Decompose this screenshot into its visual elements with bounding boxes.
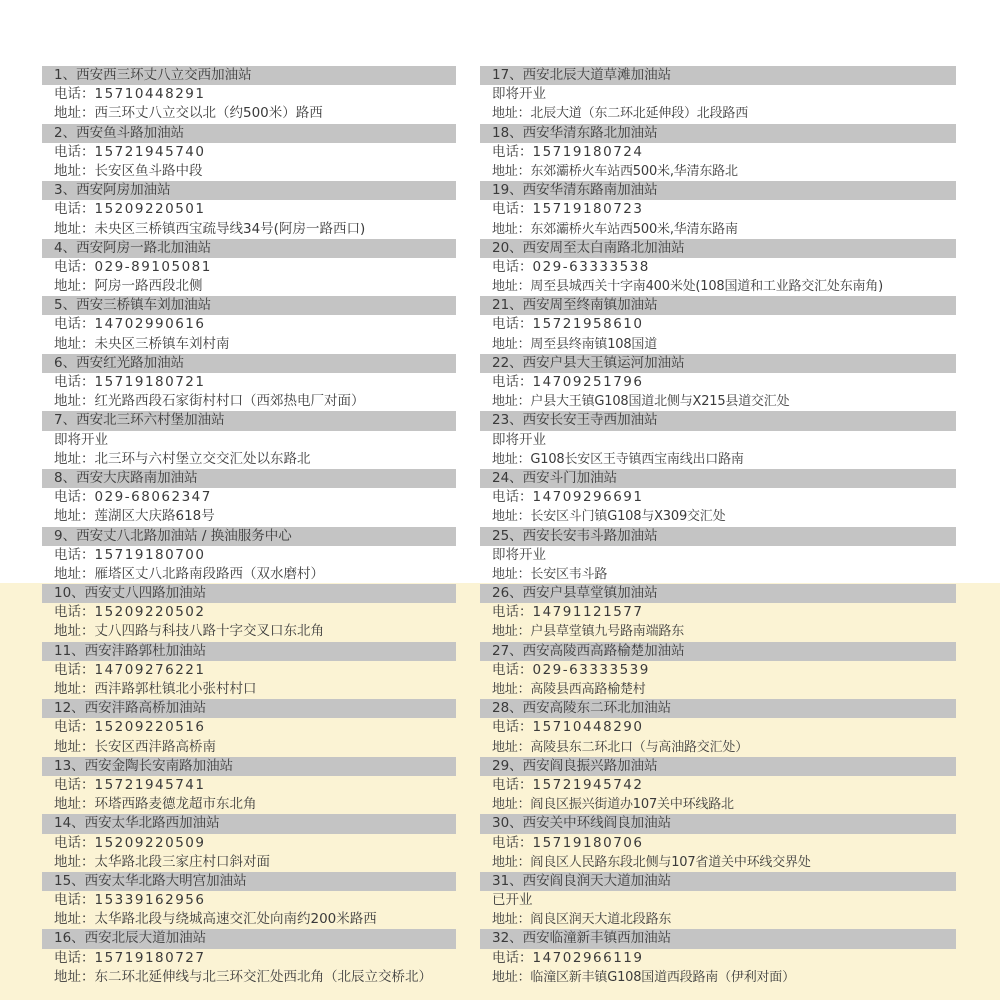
station-phone (42, 143, 456, 162)
station-title: 29、西安阎良振兴路加油站 (480, 757, 956, 776)
address-label: 地址： (54, 105, 95, 122)
station-phone (42, 834, 456, 853)
address-text: 高陵县东二环北口（与高油路交汇处） (530, 739, 749, 755)
address-text: 长安区鱼斗路中段 (94, 162, 203, 179)
station-address (480, 565, 956, 584)
station-entry (42, 296, 456, 354)
phone-number: 14709296691 (532, 489, 644, 506)
station-address (480, 392, 956, 411)
phone-number: 15209220509 (94, 834, 206, 851)
station-phone (42, 776, 456, 795)
station-title: 2、西安鱼斗路加油站 (42, 124, 456, 143)
station-entry (480, 411, 956, 469)
address-text: 未央区三桥镇西宝疏导线34号(阿房一路西口) (94, 220, 366, 237)
phone-number: 15209220516 (94, 719, 206, 736)
phone-number: 15721945742 (532, 776, 644, 793)
phone-label: 电话： (54, 374, 95, 390)
station-phone (480, 373, 956, 392)
address-label: 地址： (492, 854, 531, 870)
station-title: 4、西安阿房一路北加油站 (42, 239, 456, 258)
station-address (42, 162, 456, 181)
address-text: 未央区三桥镇车刘村南 (94, 335, 230, 352)
phone-number: 029-63333539 (532, 661, 650, 678)
station-entry (480, 181, 956, 239)
station-entry (480, 469, 956, 527)
address-text: 长安区韦斗路 (530, 566, 608, 582)
station-title: 9、西安丈八北路加油站 / 换油服务中心 (42, 527, 456, 546)
station-address (480, 622, 956, 641)
station-address (42, 795, 456, 814)
station-entry (480, 527, 956, 585)
station-phone (42, 85, 456, 104)
address-label: 地址： (54, 393, 95, 410)
station-phone (480, 200, 956, 219)
station-address (42, 738, 456, 757)
address-text: 北辰大道（东二环北延伸段）北段路西 (530, 106, 749, 122)
address-text: 长安区西沣路高桥南 (94, 738, 216, 755)
address-label: 地址： (492, 969, 531, 985)
phone-label: 电话： (54, 546, 95, 563)
address-text: 环塔西路麦德龙超市东北角 (94, 796, 257, 813)
station-address (480, 738, 956, 757)
phone-number: 15710448290 (532, 719, 644, 736)
station-title: 22、西安户县大王镇运河加油站 (480, 354, 956, 373)
station-entry (42, 66, 456, 124)
phone-label: 电话： (54, 201, 95, 218)
station-entry (480, 584, 956, 642)
station-status: 即将开业 (54, 431, 108, 448)
address-label: 地址： (54, 162, 95, 179)
station-title: 15、西安太华北路大明宫加油站 (42, 872, 456, 891)
station-address (42, 680, 456, 699)
address-text: 周至县终南镇108国道 (530, 336, 658, 352)
station-list-left (42, 66, 456, 987)
phone-label: 电话： (492, 604, 533, 621)
station-title: 31、西安阎良润天大道加油站 (480, 872, 956, 891)
phone-number: 15719180706 (532, 834, 644, 851)
station-title: 25、西安长安韦斗路加油站 (480, 527, 956, 546)
station-status: 即将开业 (492, 86, 546, 103)
station-title: 30、西安关中环线阎良加油站 (480, 814, 956, 833)
phone-label: 电话： (492, 949, 533, 966)
station-address (42, 335, 456, 354)
station-entry (42, 872, 456, 930)
station-address (42, 910, 456, 929)
phone-label: 电话： (54, 661, 95, 678)
station-title: 7、西安北三环六村堡加油站 (42, 411, 456, 430)
station-address (480, 162, 956, 181)
phone-label: 电话： (492, 143, 533, 160)
station-entry (480, 296, 956, 354)
address-label: 地址： (54, 220, 95, 237)
phone-number: 029-89105081 (94, 258, 212, 275)
station-title: 17、西安北辰大道草滩加油站 (480, 66, 956, 85)
station-title: 3、西安阿房加油站 (42, 181, 456, 200)
station-title: 26、西安户县草堂镇加油站 (480, 584, 956, 603)
station-entry (480, 699, 956, 757)
address-label: 地址： (492, 682, 531, 697)
station-entry (480, 872, 956, 930)
station-title: 27、西安高陵西高路榆楚加油站 (480, 642, 956, 661)
address-text: 阿房一路西段北侧 (94, 278, 203, 295)
address-text: 莲湖区大庆路618号 (94, 508, 215, 525)
station-title: 23、西安长安王寺西加油站 (480, 411, 956, 430)
station-phone (480, 949, 956, 968)
station-entry (42, 239, 456, 297)
station-entry (480, 66, 956, 124)
phone-label: 电话： (492, 201, 533, 218)
phone-label: 电话： (54, 258, 95, 275)
station-title: 21、西安周至终南镇加油站 (480, 296, 956, 315)
phone-label: 电话： (54, 719, 95, 736)
station-phone (42, 315, 456, 334)
station-phone (480, 315, 956, 334)
station-entry (42, 699, 456, 757)
station-entry (42, 929, 456, 987)
phone-number: 14709251796 (532, 374, 644, 390)
station-entry (42, 181, 456, 239)
phone-number: 029-63333538 (532, 258, 650, 275)
address-label: 地址： (54, 623, 95, 640)
station-entry (42, 469, 456, 527)
station-phone (480, 718, 956, 737)
station-phone (42, 258, 456, 277)
phone-number: 15209220502 (94, 604, 206, 621)
station-phone (42, 488, 456, 507)
phone-number: 15721958610 (532, 316, 644, 333)
address-label: 地址： (492, 912, 531, 928)
address-label: 地址： (54, 450, 95, 467)
address-text: 户县大王镇G108国道北侧与X215县道交汇处 (530, 394, 790, 410)
station-entry (42, 584, 456, 642)
phone-number: 14791121577 (532, 604, 644, 621)
station-phone (42, 661, 456, 680)
address-text: 阎良区人民路东段北侧与107省道关中环线交界处 (530, 854, 811, 870)
station-title: 32、西安临潼新丰镇西加油站 (480, 929, 956, 948)
station-entry (42, 124, 456, 182)
phone-label: 电话： (492, 316, 533, 333)
address-label: 地址： (54, 796, 95, 813)
station-phone (480, 258, 956, 277)
station-address (42, 392, 456, 411)
address-text: 丈八四路与科技八路十字交叉口东北角 (94, 623, 324, 640)
address-text: 东郊灞桥火车站西500米,华清东路南 (530, 221, 738, 237)
station-title: 5、西安三桥镇车刘加油站 (42, 296, 456, 315)
station-phone (480, 776, 956, 795)
station-address (480, 104, 956, 123)
station-address (480, 680, 956, 699)
station-title: 14、西安太华北路西加油站 (42, 814, 456, 833)
address-text: 东二环北延伸线与北三环交汇处西北角（北辰立交桥北） (94, 968, 432, 985)
station-phone (42, 603, 456, 622)
station-title: 1、西安西三环丈八立交西加油站 (42, 66, 456, 85)
address-label: 地址： (54, 853, 95, 870)
phone-number: 15719180724 (532, 143, 644, 160)
station-entry (42, 814, 456, 872)
address-label: 地址： (492, 163, 531, 179)
address-label: 地址： (492, 106, 531, 122)
phone-label: 电话： (54, 776, 95, 793)
station-title: 16、西安北辰大道加油站 (42, 929, 456, 948)
station-entry (42, 757, 456, 815)
station-status: 已开业 (492, 892, 533, 909)
address-label: 地址： (54, 335, 95, 352)
station-phone (42, 949, 456, 968)
phone-label: 电话： (54, 892, 95, 909)
station-entry (480, 929, 956, 987)
address-label: 地址： (54, 738, 95, 755)
phone-label: 电话： (54, 489, 95, 506)
phone-label: 电话： (492, 776, 533, 793)
station-address (480, 853, 956, 872)
station-phone (480, 834, 956, 853)
station-entry (480, 757, 956, 815)
station-address (42, 565, 456, 584)
station-title: 19、西安华清东路南加油站 (480, 181, 956, 200)
station-title: 11、西安沣路郭杜加油站 (42, 642, 456, 661)
station-address (480, 968, 956, 987)
station-entry (480, 642, 956, 700)
address-label: 地址： (54, 508, 95, 525)
station-address (42, 220, 456, 239)
station-address (42, 622, 456, 641)
station-title: 10、西安丈八四路加油站 (42, 584, 456, 603)
station-address (480, 450, 956, 469)
station-title: 8、西安大庆路南加油站 (42, 469, 456, 488)
station-phone (480, 488, 956, 507)
phone-label: 电话： (492, 258, 533, 275)
phone-label: 电话： (54, 949, 95, 966)
address-label: 地址： (492, 624, 531, 640)
address-label: 地址： (492, 221, 531, 237)
phone-number: 15719180723 (532, 201, 644, 218)
address-label: 地址： (54, 911, 95, 928)
phone-number: 15710448291 (94, 86, 206, 103)
station-address (42, 507, 456, 526)
address-text: 临潼区新丰镇G108国道西段路南（伊利对面） (530, 969, 795, 985)
phone-number: 15719180721 (94, 374, 206, 390)
address-label: 地址： (492, 336, 531, 352)
phone-label: 电话： (54, 143, 95, 160)
station-entry (42, 642, 456, 700)
address-text: 北三环与六村堡立交交汇处以东路北 (94, 450, 311, 467)
phone-label: 电话： (54, 604, 95, 621)
address-label: 地址： (492, 739, 531, 755)
phone-label: 电话： (492, 489, 533, 506)
station-address (480, 507, 956, 526)
station-status: 即将开业 (492, 546, 546, 563)
station-title: 13、西安金陶长安南路加油站 (42, 757, 456, 776)
station-title: 18、西安华清东路北加油站 (480, 124, 956, 143)
address-label: 地址： (492, 509, 531, 525)
phone-number: 15719180700 (94, 546, 206, 563)
station-title: 20、西安周至太白南路北加油站 (480, 239, 956, 258)
station-entry (42, 527, 456, 585)
address-label: 地址： (492, 394, 531, 410)
station-entry (42, 411, 456, 469)
station-list-right (480, 66, 956, 987)
station-address (480, 335, 956, 354)
phone-number: 14702990616 (94, 316, 206, 333)
station-entry (480, 814, 956, 872)
phone-label: 电话： (492, 719, 533, 736)
address-label: 地址： (492, 451, 531, 467)
station-address (480, 277, 956, 296)
station-address (42, 450, 456, 469)
address-label: 地址： (54, 968, 95, 985)
address-text: 东郊灞桥火车站西500米,华清东路北 (530, 163, 738, 179)
phone-number: 14702966119 (532, 949, 644, 966)
phone-number: 15209220501 (94, 201, 206, 218)
station-address (42, 853, 456, 872)
station-address (480, 795, 956, 814)
station-entry (480, 124, 956, 182)
address-text: 阎良区润天大道北段路东 (530, 912, 672, 928)
station-title: 24、西安斗门加油站 (480, 469, 956, 488)
phone-label: 电话： (54, 316, 95, 333)
station-address (42, 968, 456, 987)
address-text: 阎良区振兴街道办107关中环线路北 (530, 797, 734, 813)
address-text: G108长安区王寺镇西宝南线出口路南 (530, 451, 744, 467)
address-text: 周至县城西关十字南400米处(108国道和工业路交汇处东南角) (530, 279, 883, 295)
phone-number: 14709276221 (94, 661, 206, 678)
station-title: 6、西安红光路加油站 (42, 354, 456, 373)
station-address (42, 277, 456, 296)
station-phone (42, 891, 456, 910)
station-entry (42, 354, 456, 412)
phone-label: 电话： (492, 374, 533, 390)
address-text: 雁塔区丈八北路南段路西（双水磨村） (94, 565, 324, 582)
station-address (480, 910, 956, 929)
station-phone (480, 143, 956, 162)
station-title: 28、西安高陵东二环北加油站 (480, 699, 956, 718)
address-text: 西沣路郭杜镇北小张村村口 (94, 681, 257, 697)
address-label: 地址： (54, 681, 95, 697)
phone-label: 电话： (492, 661, 533, 678)
phone-label: 电话： (54, 834, 95, 851)
station-address (480, 220, 956, 239)
address-text: 高陵县西高路榆楚村 (530, 682, 646, 697)
address-text: 西三环丈八立交以北（约500米）路西 (94, 105, 323, 122)
address-label: 地址： (492, 279, 531, 295)
station-phone (42, 546, 456, 565)
station-phone (480, 661, 956, 680)
address-text: 长安区斗门镇G108与X309交汇处 (530, 509, 726, 525)
address-label: 地址： (54, 278, 95, 295)
station-phone (480, 603, 956, 622)
phone-label: 电话： (492, 834, 533, 851)
station-phone (42, 373, 456, 392)
phone-number: 15721945741 (94, 776, 206, 793)
station-entry (480, 354, 956, 412)
station-entry (480, 239, 956, 297)
address-label: 地址： (54, 565, 95, 582)
phone-label: 电话： (54, 86, 95, 103)
station-address (42, 104, 456, 123)
phone-number: 15719180727 (94, 949, 206, 966)
address-label: 地址： (492, 566, 531, 582)
station-title: 12、西安沣路高桥加油站 (42, 699, 456, 718)
address-label: 地址： (492, 797, 531, 813)
phone-number: 15721945740 (94, 143, 206, 160)
station-phone (42, 718, 456, 737)
station-status: 即将开业 (492, 431, 546, 448)
address-text: 太华路北段三家庄村口斜对面 (94, 853, 270, 870)
phone-number: 029-68062347 (94, 489, 212, 506)
address-text: 红光路西段石家街村村口（西郊热电厂对面） (94, 393, 365, 410)
address-text: 太华路北段与绕城高速交汇处向南约200米路西 (94, 911, 377, 928)
address-text: 户县草堂镇九号路南端路东 (530, 624, 685, 640)
phone-number: 15339162956 (94, 892, 206, 909)
station-phone (42, 200, 456, 219)
